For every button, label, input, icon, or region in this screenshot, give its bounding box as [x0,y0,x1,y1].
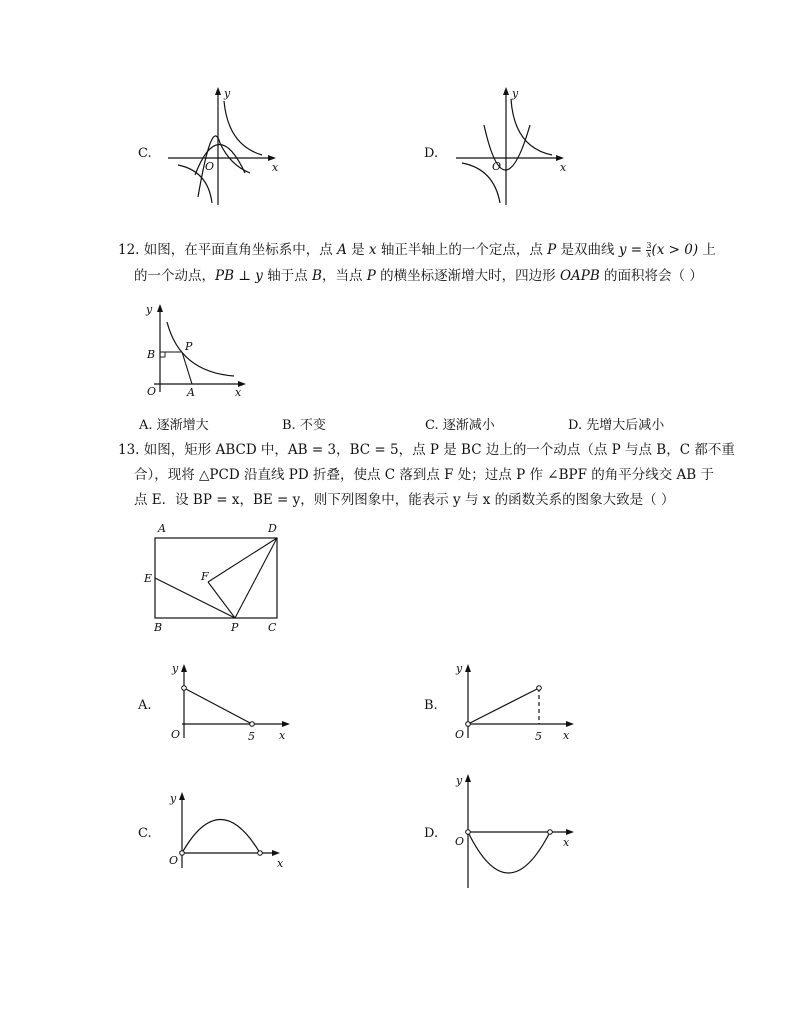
segment-ep [155,578,235,618]
open-point-end [548,830,553,835]
tick-five-label: 5 [248,730,255,743]
segment-pf [208,582,235,618]
q12-text: 的面积将会（ ） [599,268,703,284]
q12-text: ⊥ [234,268,256,284]
segment-pd [235,538,277,618]
point-e-label: E [144,572,153,585]
q12-text: 是双曲线 [556,242,619,258]
x-axis-arrow [566,721,574,727]
y-axis-label: y [456,662,463,675]
q12-eq-y: y [618,242,627,258]
q12-number: 12. [118,242,140,258]
open-point-end [250,722,255,727]
x-axis-label: x [560,161,567,174]
origin-label: O [205,160,215,173]
point-p-label: P [231,621,239,634]
q13-rectangle-figure [140,520,290,636]
y-axis-label: y [224,87,231,100]
open-point-start [182,686,187,691]
y-axis-arrow [465,774,471,782]
q13-option-b-label: B. [424,698,438,713]
q12-var: OAPB [559,268,600,284]
q12-figure [140,300,260,400]
q12-text-line1 [118,238,716,262]
point-f-label: F [201,570,209,583]
q12-var: y [255,268,263,284]
q11-graph-d [448,85,578,210]
q13-graph-d [446,770,586,895]
q13-line2: 合），现将 △PCD 沿直线 PD 折叠，使点 C 落到点 F 处；过点 P 作 ∠BPF 的角平分线交 AB 于 [134,467,714,483]
q13-graph-c [160,788,300,873]
q13-line3: 点 E．设 BP = x，BE = y，则下列图象中，能表示 y 与 x 的函数关系的图象大致是（ ） [134,492,675,508]
q12-text: 轴于点 [262,268,313,284]
q12-var: P [547,242,557,258]
point-b-label: B [154,621,163,634]
graph-line [184,688,252,724]
q12-text: 的横坐标逐渐增大时，四边形 [375,268,560,284]
parabola-curve [484,125,530,170]
x-axis-label: x [279,729,286,742]
q11-graph-c [160,85,290,210]
q12-option-d: D. 先增大后减小 [568,418,665,433]
frac-den: x [646,250,652,259]
frac-num: 3 [646,241,652,250]
q11-option-c-label: C. [138,146,152,161]
origin-label: O [147,385,157,398]
x-axis-label: x [272,161,279,174]
open-point-start [466,722,471,727]
q13-graph-b [446,660,586,745]
x-axis-label: x [563,729,570,742]
q12-text: 的一个动点， [134,268,215,284]
origin-label: O [169,854,179,867]
hyperbola-curve [167,322,234,376]
q12-var: B [312,268,322,284]
point-a-label: A [187,386,195,399]
right-angle-mark [160,352,165,357]
q12-var: x [368,242,377,258]
q12-text: 是 [346,242,369,258]
point-c-label: C [268,621,277,634]
q13-graph-a [160,660,300,745]
hyperbola-branch-right [224,101,262,155]
q12-var: P [366,268,376,284]
q13-option-a-label: A. [138,698,152,713]
q12-text: 上 [698,242,716,258]
q13-text-line1 [118,438,735,462]
q12-text: 如图，在平面直角坐标系中，点 [143,242,338,258]
open-point-start [180,851,185,856]
point-d-label: D [268,522,277,535]
x-axis-arrow [282,721,290,727]
point-a-label: A [158,522,166,535]
y-axis-label: y [456,774,463,787]
q12-eq-sign: = [626,242,647,258]
q13-line1: 如图，矩形 ABCD 中，AB = 3，BC = 5，点 P 是 BC 边上的一个动点（点 P 与点 B，C 都不重 [143,442,735,458]
q12-text-line2 [134,264,703,288]
q12-text: 轴正半轴上的一个定点，点 [376,242,548,258]
q12-text: ，当点 [321,268,367,284]
q11-option-d-label: D. [424,146,439,161]
origin-label: O [455,728,465,741]
q13-option-d-label: D. [424,826,439,841]
open-point-end [258,851,263,856]
open-point-start [466,830,471,835]
y-axis-arrow [157,304,163,312]
y-axis-label: y [146,303,153,316]
origin-label: O [171,728,181,741]
graph-line [468,688,539,724]
point-b-label: B [147,348,156,361]
q12-eq-cond: (x > 0) [651,242,699,258]
x-axis-label: x [563,836,570,849]
open-point-end [537,686,542,691]
point-p-label: P [185,340,193,353]
y-axis-label: y [172,662,179,675]
y-axis-arrow [465,664,471,672]
segment-fd [208,538,277,582]
origin-label: O [492,160,502,173]
q12-option-a: A. 逐渐增大 [139,418,209,433]
y-axis-label: y [170,792,177,805]
y-axis-arrow [503,87,509,95]
y-axis-arrow [215,87,221,95]
y-axis-arrow [181,664,187,672]
x-axis-label: x [235,386,242,399]
tick-five-label: 5 [535,730,542,743]
y-axis-arrow [179,792,185,800]
segment-pa [182,352,192,384]
q13-option-c-label: C. [138,826,152,841]
hyperbola-branch-right [511,99,552,155]
q12-option-c: C. 逐渐减小 [425,418,495,433]
q12-var: A [337,242,347,258]
x-axis-arrow [272,850,280,856]
graph-bowl [468,832,550,873]
y-axis-label: y [512,87,519,100]
x-axis-label: x [277,857,284,870]
x-axis-arrow [566,829,574,835]
origin-label: O [455,835,465,848]
q12-var: PB [215,268,235,284]
q12-option-b: B. 不变 [282,418,326,433]
graph-arch [182,820,260,854]
q13-number: 13. [118,442,140,458]
